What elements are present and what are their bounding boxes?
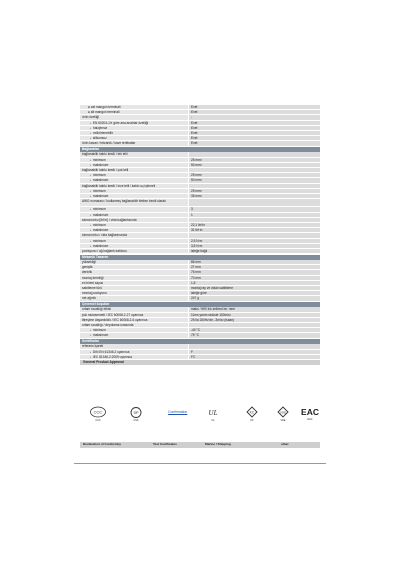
spec-row xyxy=(80,333,320,338)
spec-label: ortam sıcaklığı / depolama sırasında xyxy=(80,323,188,327)
spec-label: ● alt mangon terminali xyxy=(80,110,188,114)
spec-label: ▪ halojensiz xyxy=(80,126,188,130)
svg-text:EAC: EAC xyxy=(301,407,319,417)
spec-value: 76 mm xyxy=(188,270,320,274)
section-certificates: Sertifikalar xyxy=(80,339,320,344)
spec-label: ▪ EN 60204-1'e göre ana anahtar özelliği xyxy=(80,121,188,125)
spec-value: Evet xyxy=(188,131,320,135)
spec-value xyxy=(188,323,320,327)
footer-test-certificates[interactable]: Test Certificates xyxy=(153,442,177,446)
spec-value: - xyxy=(188,115,320,119)
spec-label: ürün kavan / tekrarlık / kave tertibatlar xyxy=(80,141,188,145)
spec-value: 75 °C xyxy=(188,333,320,337)
spec-value: isteğe bağlı xyxy=(188,249,320,253)
spec-value: -40 °C xyxy=(188,328,320,332)
spec-value xyxy=(188,168,320,172)
ccc-logo xyxy=(90,406,106,422)
spec-label: şok mukavemeti / IEC 60068-2-27 uyarınca xyxy=(80,313,188,317)
confirmation-link[interactable]: Confirmation xyxy=(168,410,188,414)
svg-text:UL: UL xyxy=(208,409,218,417)
spec-label: ▪ minimum xyxy=(80,207,188,211)
spec-value: maks. %90 ılık selbest bır. nem xyxy=(188,307,320,311)
spec-label: genişlik xyxy=(80,265,188,269)
eac-logo xyxy=(303,406,317,421)
spec-label: AWG numarası / kodlanmış bağlanabilir iletken kesiti olarak xyxy=(80,199,188,206)
spec-label: sabitleme türü xyxy=(80,286,188,290)
spec-label: referans işareti xyxy=(80,344,188,348)
spec-label: ▪ maksimum xyxy=(80,213,188,217)
section-environment: Çevresel koşullar xyxy=(80,302,320,307)
footer-bar xyxy=(80,442,320,448)
spec-value: Evet xyxy=(188,121,320,125)
spec-value: FC xyxy=(188,355,320,359)
rows-environment xyxy=(80,307,320,338)
spec-label: ▪ maksimum xyxy=(80,194,188,198)
spec-label: ▪ silikonsuz xyxy=(80,136,188,140)
spec-value: 1,5 xyxy=(188,281,320,285)
spec-label: ▪ minimum xyxy=(80,223,188,227)
footer-rule xyxy=(74,463,326,464)
spec-row xyxy=(80,296,320,301)
approval-logos xyxy=(80,404,320,430)
spec-value: 3,5 N·m xyxy=(188,244,320,248)
rows-certificates xyxy=(80,344,320,360)
spec-value: 1 xyxy=(188,213,320,217)
spec-value: 247 g xyxy=(188,296,320,300)
spec-label: ▪ maksimum xyxy=(80,244,188,248)
logo-caption: VDE xyxy=(280,419,286,422)
spec-label: bağlanabilir kablo kesiti / ince telli / kablo uç işlemeli xyxy=(80,184,188,188)
footer-declaration[interactable]: Declaration of Conformity xyxy=(83,442,121,446)
spec-value: montaj ray ve vidalı sabitleme xyxy=(188,286,320,290)
spec-label: montaj derinliği xyxy=(80,276,188,280)
logo-caption: EAC xyxy=(307,418,313,421)
spec-value xyxy=(188,218,320,222)
vde-logo xyxy=(277,406,289,422)
spec-value: 27 mm xyxy=(188,265,320,269)
spec-value: 86 mm xyxy=(188,260,320,264)
spec-label: ▪ maksimum xyxy=(80,333,188,337)
footer-marine-shipping[interactable]: Marine / Shipping xyxy=(205,442,231,446)
spec-row xyxy=(80,249,320,254)
spec-label: montaj pozisyonu xyxy=(80,291,188,295)
rows-mechanical xyxy=(80,260,320,302)
logo-caption: UL xyxy=(211,419,215,422)
spec-value xyxy=(188,184,320,188)
spec-label: ▪ maksimum xyxy=(80,178,188,182)
spec-value: 25 mm² xyxy=(188,173,320,177)
spec-label: ortam sıcaklığı etkisi xyxy=(80,307,188,311)
spec-row xyxy=(80,141,320,146)
spec-value: 2,5 N·m xyxy=(188,239,320,243)
spec-label: sıkma torku [lbf·in] / vida bağlantısında xyxy=(80,218,188,222)
footer-other[interactable]: other xyxy=(281,442,289,446)
spec-label: ▪ IEC 81346-2:2009 uyarınca xyxy=(80,355,188,359)
kc-logo xyxy=(246,406,258,422)
spec-label: ▪ minimum xyxy=(80,173,188,177)
rows-top xyxy=(80,105,320,147)
rows-connections xyxy=(80,152,320,254)
spec-value xyxy=(188,199,320,206)
spec-value: 25 mm² xyxy=(188,158,320,162)
spec-label: ▪ minimum xyxy=(80,328,188,332)
spec-value: 50 mm² xyxy=(188,163,320,167)
ul-logo xyxy=(207,407,219,422)
spec-row xyxy=(80,199,320,207)
spec-value: 3 xyxy=(188,207,320,211)
spec-label: ▪ maksimum xyxy=(80,163,188,167)
spec-label: ▪ DIN EN 61346-2 uyarınca xyxy=(80,350,188,354)
section-mechanical: Mekanik Tasarım xyxy=(80,255,320,260)
spec-value: Evet xyxy=(188,105,320,109)
logo-caption: KC xyxy=(250,419,254,422)
svg-text:SP: SP xyxy=(133,411,139,415)
spec-label: bağlanabilir kablo kesiti / tek telli xyxy=(80,152,188,156)
spec-value: Evet xyxy=(188,141,320,145)
spec-value: 25 ila 150Hz'de...3m/s² (lsaan) xyxy=(188,318,320,322)
svg-text:KC: KC xyxy=(249,410,255,415)
svg-text:CCC: CCC xyxy=(93,409,103,415)
svg-text:VDE: VDE xyxy=(279,410,287,415)
spec-label: derinlik xyxy=(80,270,188,274)
spec-label: net ağırlık xyxy=(80,296,188,300)
spec-value: Evet xyxy=(188,126,320,130)
spec-value xyxy=(188,233,320,237)
spec-value: 70 mm xyxy=(188,276,320,280)
spec-value: 50 mm² xyxy=(188,178,320,182)
logo-caption: CCC xyxy=(95,419,101,422)
spec-label: ● cat mangon terminali xyxy=(80,105,188,109)
spec-label: en birimi sayısı xyxy=(80,281,188,285)
spec-label: ▪ minimum xyxy=(80,158,188,162)
spec-label: pozisyonu / ağ bağlantı kablosu xyxy=(80,249,188,253)
spec-value: 25 mm² xyxy=(188,189,320,193)
spec-value: 35 mm² xyxy=(188,194,320,198)
spec-value xyxy=(188,344,320,348)
spec-label: sıkma torku / vida bağlantısında xyxy=(80,233,188,237)
approval-header: General Product Approval xyxy=(80,360,320,365)
spec-sheet xyxy=(80,105,320,365)
spec-value: 11ms yarım sinüste 150m/s² xyxy=(188,313,320,317)
spec-value: 31 lbf·in xyxy=(188,228,320,232)
spec-label: yüksekliği xyxy=(80,260,188,264)
spec-label: ▪ maksimum xyxy=(80,228,188,232)
spec-value: isteğe göre xyxy=(188,291,320,295)
spec-label: ▪ minimum xyxy=(80,239,188,243)
csa-logo xyxy=(130,407,142,422)
spec-value: Evet xyxy=(188,136,320,140)
spec-label: ▪ mühürlenebilir xyxy=(80,131,188,135)
spec-label: titreşime dayanıklılık / IEC 60068-2-6 uyarınca xyxy=(80,318,188,322)
spec-label: ürün özelliği xyxy=(80,115,188,119)
spec-label: ▪ minimum xyxy=(80,189,188,193)
spec-value: F xyxy=(188,350,320,354)
spec-value: 22,1 lbf·in xyxy=(188,223,320,227)
section-connections: Bağlantılar xyxy=(80,147,320,152)
spec-value xyxy=(188,152,320,156)
logo-caption: CSA xyxy=(133,419,139,422)
spec-value: Evet xyxy=(188,110,320,114)
spec-label: bağlanabilir kablo kesiti / çok telli xyxy=(80,168,188,172)
